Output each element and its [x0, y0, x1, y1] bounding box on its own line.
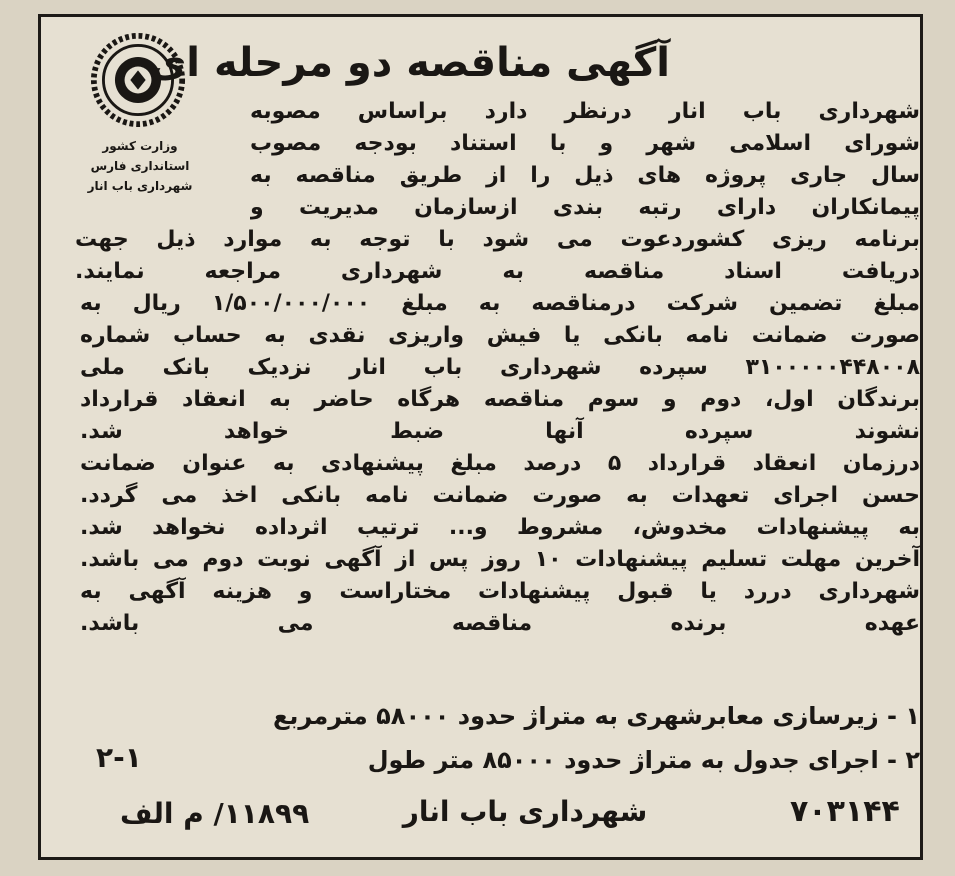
- body-line: مبلغ تضمین شرکت درمناقصه به مبلغ ۱/۵۰۰/۰۰۰/۰۰۰ ریال به: [80, 291, 920, 316]
- reference-number: ۱۱۸۹۹/ م الف: [120, 797, 310, 830]
- body-line: ۳۱۰۰۰۰۰۴۴۸۰۰۸ سپرده شهرداری باب انار نزدیک بانک ملی: [80, 355, 920, 380]
- project-item: ۲ - اجرای جدول به متراژ حدود ۸۵۰۰۰ متر طول: [367, 746, 920, 774]
- issue-number: ۲-۱: [96, 741, 142, 774]
- body-line: آخرین مهلت تسلیم پیشنهادات ۱۰ روز پس از آگهی نوبت دوم می باشد.: [80, 547, 920, 572]
- notice-title: آگهی مناقصه دو مرحله ای: [149, 40, 670, 86]
- body-line: برنامه ریزی کشوردعوت می شود با توجه به موارد ذیل جهت: [75, 227, 920, 252]
- body-line: درزمان انعقاد قرارداد ۵ درصد مبلغ پیشنهادی به عنوان ضمانت: [80, 451, 920, 476]
- body-line: پیمانکاران دارای رتبه بندی ازسازمان مدیریت و: [250, 195, 920, 220]
- body-line: عهده برنده مناقصه می باشد.: [80, 611, 920, 636]
- emblem-line-ministry: وزارت کشور: [102, 139, 178, 153]
- emblem-line-municipality: شهرداری باب انار: [87, 179, 193, 193]
- body-line: سال جاری پروژه های ذیل را از طریق مناقصه به: [250, 163, 920, 188]
- body-line: شورای اسلامی شهر و با استناد بودجه مصوب: [250, 131, 920, 156]
- body-line: حسن اجرای تعهدات به صورت ضمانت نامه بانکی اخذ می گردد.: [80, 483, 920, 508]
- notice-body: [60, 96, 920, 696]
- body-line: شهرداری دررد یا قبول پیشنهادات مختاراست و هزینه آگهی به: [80, 579, 920, 604]
- body-line: صورت ضمانت نامه بانکی یا فیش واریزی نقدی به حساب شماره: [80, 323, 920, 348]
- body-line: برندگان اول، دوم و سوم مناقصه هرگاه حاضر به انعقاد قرارداد: [80, 387, 920, 412]
- emblem-line-province: استانداری فارس: [90, 159, 190, 173]
- body-line: به پیشنهادات مخدوش، مشروط و... ترتیب اثرداده نخواهد شد.: [80, 515, 920, 540]
- notice-code: ۷۰۳۱۴۴: [790, 794, 900, 829]
- body-line: نشوند سپرده آنها ضبط خواهد شد.: [80, 419, 920, 444]
- project-items: [180, 696, 920, 796]
- project-item: ۱ - زیرسازی معابرشهری به متراژ حدود ۵۸۰۰۰ مترمربع: [273, 702, 920, 730]
- body-line: دریافت اسناد مناقصه به شهرداری مراجعه نمایند.: [75, 259, 920, 284]
- signature: شهرداری باب انار: [402, 795, 648, 828]
- body-line: شهرداری باب انار درنظر دارد براساس مصوبه: [250, 99, 920, 124]
